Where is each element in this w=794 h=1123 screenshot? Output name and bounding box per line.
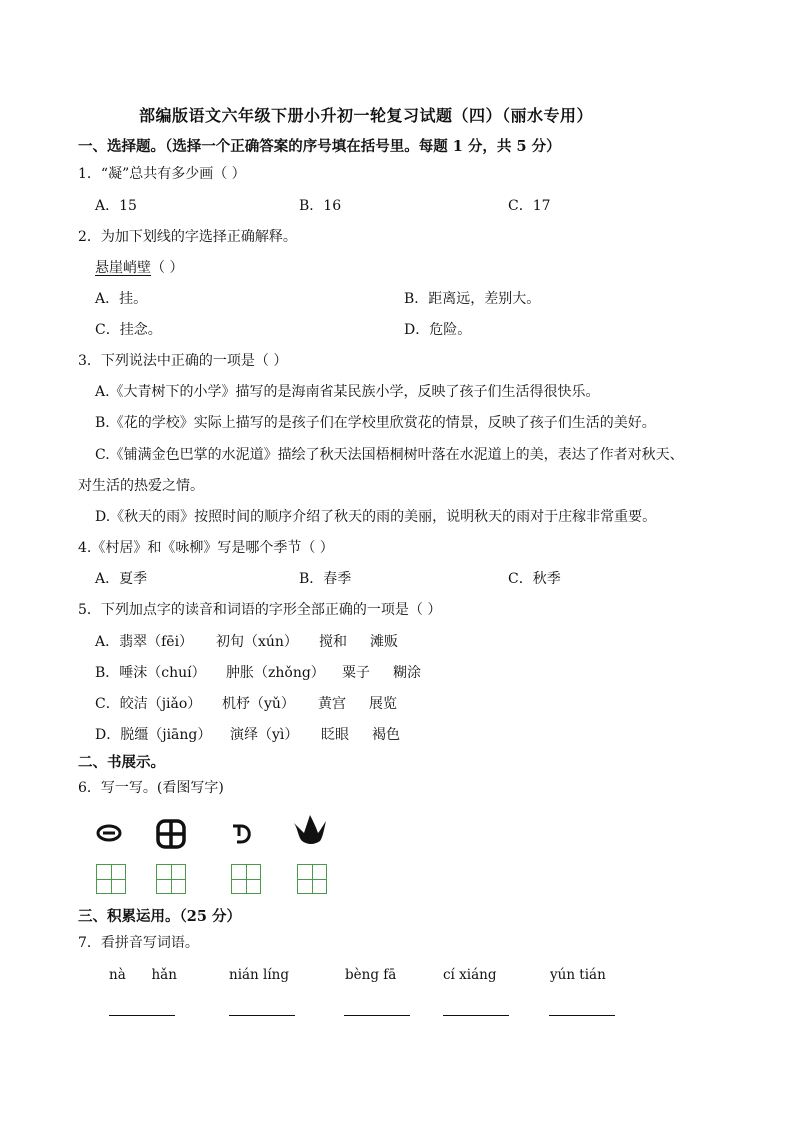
- pinyin-4: cí xiáng: [443, 967, 497, 983]
- page-title: 部编版语文六年级下册小升初一轮复习试题（四）（丽水专用）: [139, 106, 594, 125]
- q5-a-item-4: 滩贩: [370, 634, 398, 650]
- q5-c-item-1: C．皎洁（jiǎo）: [95, 696, 202, 712]
- q5-a-item-1: A．翡翠（fēi）: [95, 634, 194, 650]
- q3-option-c: C.《铺满金色巴掌的水泥道》描绘了秋天法国梧桐树叶落在水泥道上的美，表达了作者对秋天、: [95, 447, 684, 463]
- answer-blank-1[interactable]: [109, 1015, 175, 1016]
- q2-option-b: B．距离远，差别大。: [404, 291, 541, 307]
- pinyin-3: bèng fā: [345, 967, 397, 983]
- q5-c-item-3: 黄宫: [318, 696, 346, 712]
- q2-option-d: D．危险。: [404, 322, 472, 338]
- q1-option-c: C．17: [508, 198, 551, 214]
- q5-d-item-1: D．脱缰（jiāng）: [95, 727, 212, 743]
- question-3-stem: 3．下列说法中正确的一项是（ ）: [78, 353, 288, 369]
- answer-blank-5[interactable]: [549, 1015, 615, 1016]
- q5-a-item-3: 搅和: [319, 634, 347, 650]
- pinyin-1: nà hǎn: [109, 967, 177, 983]
- q4-option-b: B．春季: [299, 571, 352, 587]
- q3-option-a: A.《大青树下的小学》描写的是海南省某民族小学，反映了孩子们生活得很快乐。: [95, 384, 600, 400]
- pictograph-mountain-icon: [292, 815, 328, 847]
- question-7-stem: 7．看拼音写词语。: [78, 935, 199, 951]
- q2-word-line: [95, 261, 183, 275]
- q2-option-a: A．挂。: [95, 291, 148, 307]
- q2-underlined-word: 悬崖峭壁: [95, 260, 151, 276]
- q4-option-a: A．夏季: [95, 571, 148, 587]
- pictograph-moon-icon: [230, 822, 256, 846]
- writing-grid-1[interactable]: [96, 864, 126, 894]
- question-2-stem: 2．为加下划线的字选择正确解释。: [78, 229, 297, 245]
- q3-option-b: B.《花的学校》实际上描写的是孩子们在学校里欣赏花的情景，反映了孩子们生活的美好。: [95, 415, 656, 431]
- q5-d-item-3: 眨眼: [321, 727, 349, 743]
- q5-b-item-4: 糊涂: [393, 665, 421, 681]
- question-6-stem: 6．写一写。(看图写字): [78, 780, 224, 796]
- answer-blank-3[interactable]: [344, 1015, 410, 1016]
- q1-option-b: B．16: [299, 198, 342, 214]
- section-heading-3: 三、积累运用。（25 分）: [78, 908, 241, 925]
- question-4-stem: 4.《村居》和《咏柳》写是哪个季节（ ）: [78, 540, 334, 556]
- q3-option-d: D.《秋天的雨》按照时间的顺序介绍了秋天的雨的美丽，说明秋天的雨对于庄稼非常重要。: [95, 509, 657, 525]
- q5-d-item-4: 褐色: [372, 727, 400, 743]
- q5-c-item-2: 机杼（yǔ）: [222, 696, 295, 712]
- pinyin-2: nián líng: [229, 967, 290, 983]
- question-5-stem: 5．下列加点字的读音和词语的字形全部正确的一项是（ ）: [78, 602, 442, 618]
- pictograph-field-icon: [155, 818, 187, 850]
- q5-c-item-4: 展览: [369, 696, 397, 712]
- answer-blank-2[interactable]: [229, 1015, 295, 1016]
- q4-option-c: C．秋季: [508, 571, 561, 587]
- q5-b-item-1: B．唾沫（chuí）: [95, 665, 206, 681]
- writing-grid-2[interactable]: [156, 864, 186, 894]
- pinyin-5: yún tián: [550, 967, 606, 983]
- writing-grid-3[interactable]: [231, 864, 261, 894]
- q2-option-c: C．挂念。: [95, 322, 162, 338]
- q3-option-c-cont: 对生活的热爱之情。: [78, 478, 204, 494]
- pictograph-sun-icon: [96, 824, 122, 842]
- q1-option-a: A．15: [95, 198, 137, 214]
- section-heading-1: 一、选择题。（选择一个正确答案的序号填在括号里。每题 1 分，共 5 分）: [78, 138, 561, 155]
- writing-grid-4[interactable]: [297, 864, 327, 894]
- q5-d-item-2: 演绎（yì）: [230, 727, 299, 743]
- q5-a-item-2: 初旬（xún）: [216, 634, 298, 650]
- section-heading-2: 二、书展示。: [78, 754, 165, 771]
- q5-b-item-2: 肿胀（zhǒng）: [226, 665, 325, 681]
- q5-b-item-3: 粟子: [342, 665, 370, 681]
- question-1-stem: 1．“凝”总共有多少画（ ）: [78, 166, 246, 182]
- q2-answer-paren: （ ）: [151, 260, 184, 276]
- answer-blank-4[interactable]: [443, 1015, 509, 1016]
